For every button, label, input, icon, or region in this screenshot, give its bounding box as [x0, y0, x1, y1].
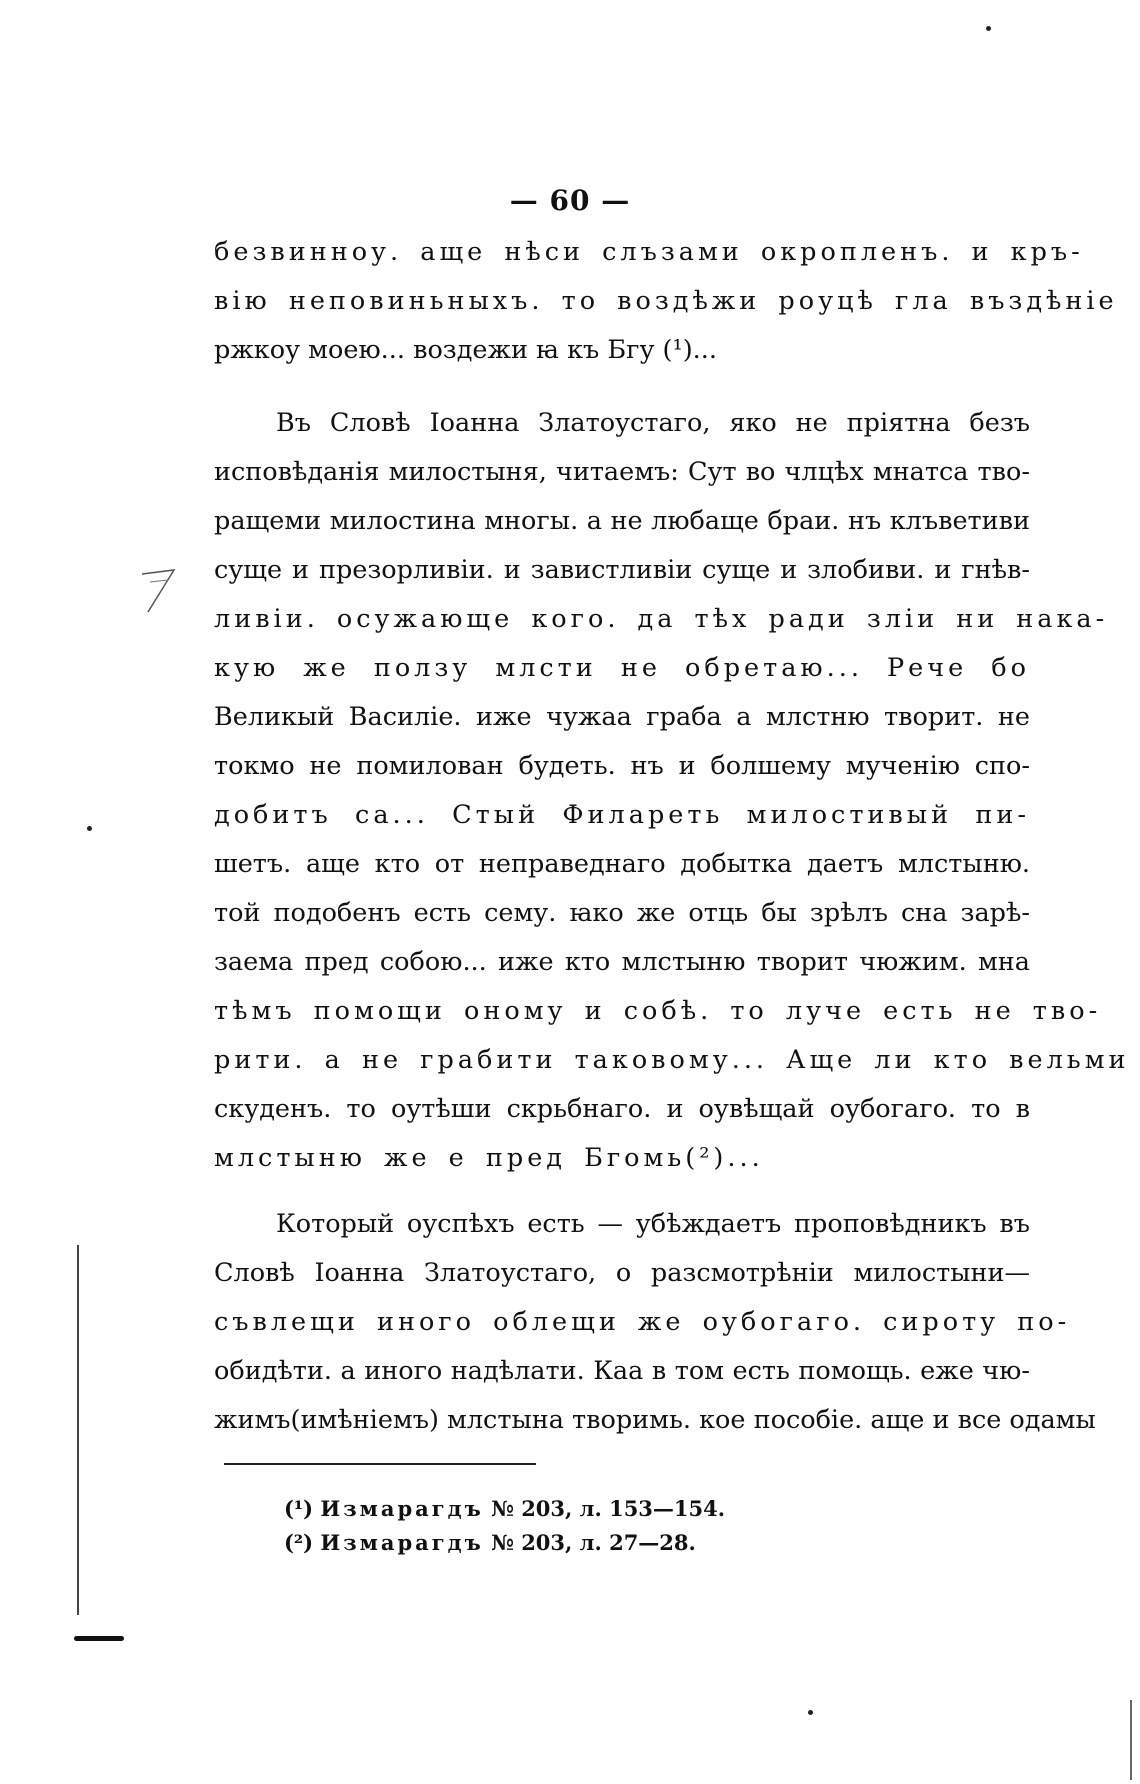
text-line: скуденъ. то оутѣши скрьбнаго. и оувѣщай оубогаго. то в [214, 1094, 1030, 1124]
text-line: млстыню же е пред Бгомь(²)... [214, 1143, 764, 1173]
text-line: ращеми милостина многы. а не любаще браи. нъ клъветиви [214, 506, 1030, 536]
footnote-number: (²) [284, 1530, 314, 1555]
footnote-2 [284, 1526, 984, 1560]
footnote-1 [284, 1492, 984, 1526]
text-line: съвлещи иного облещи же оубогаго. сироту по- [214, 1307, 1071, 1337]
text-line: той подобенъ есть сему. ꙗко же отць бы зрѣлъ сна зарѣ- [214, 898, 1030, 928]
scan-edge-mark [74, 1636, 124, 1641]
footnotes [284, 1492, 984, 1560]
page-speck [87, 826, 92, 831]
text-line: обидѣти. а иного надѣлати. Каа в том есть помощь. еже чю- [214, 1356, 1030, 1386]
scan-edge-right [1130, 1700, 1132, 1780]
text-line: кую же ползу млсти не обретаю... Рече бо [214, 653, 1030, 683]
text-line: заема пред собою... иже кто млстыню творит чюжим. мна [214, 947, 1030, 977]
footnote-reference: № 203, л. 27—28. [491, 1530, 696, 1555]
page-speck [808, 1710, 813, 1715]
paragraph-3 [214, 1200, 1096, 1445]
footnote-source: Измарагдъ [320, 1530, 484, 1555]
text-line: исповѣданія милостыня, читаемъ: Сут во члцѣх мнатса тво- [214, 457, 1030, 487]
page-speck [986, 26, 991, 31]
footnote-number: (¹) [284, 1496, 314, 1521]
text-line: вію неповиньныхъ. то воздѣжи роуцѣ гла въздѣніе [214, 286, 1118, 316]
text-line: Въ Словѣ Іоанна Златоустаго, яко не пріятна безъ [276, 408, 1030, 438]
text-line: шетъ. аще кто от неправеднаго добытка даетъ млстыню. [214, 849, 1030, 879]
text-line: Который оуспѣхъ есть — убѣждаетъ проповѣдникъ въ [276, 1209, 1030, 1239]
text-line: рити. а не грабити таковому... Аще ли кто вельми [214, 1045, 1130, 1075]
text-line: безвинноу. аще нѣси слъзами окропленъ. и кръ- [214, 237, 1084, 267]
footnote-reference: № 203, л. 153—154. [491, 1496, 726, 1521]
text-line: жимъ(имѣніемъ) млстына творимь. кое пособіе. аще и все одамы [214, 1405, 1096, 1435]
page-number: — 60 — [509, 184, 631, 217]
text-line: Словѣ Іоанна Златоустаго, о разсмотрѣніи милостыни— [214, 1258, 1030, 1288]
footnote-source: Измарагдъ [320, 1496, 484, 1521]
scan-edge-left [77, 1245, 79, 1615]
text-line: ржкоу моею... воздежи ꙗ къ Бгу (¹)... [214, 335, 717, 365]
footnote-divider [224, 1463, 536, 1465]
text-line: токмо не помилован будеть. нъ и болшему мученію спо- [214, 751, 1030, 781]
margin-pencil-mark [138, 566, 178, 616]
text-line: суще и презорливіи. и завистливіи суще и злобиви. и гнѣв- [214, 555, 1030, 585]
text-line: тѣмъ помощи оному и собѣ. то луче есть не тво- [214, 996, 1102, 1026]
text-line: ливіи. осужающе кого. да тѣх ради зліи ни нака- [214, 604, 1109, 634]
paragraph-1 [214, 228, 1118, 375]
text-line: добитъ са... Стый Филареть милостивый пи- [214, 800, 1030, 830]
text-line: Великый Василіе. иже чужаа граба а млстню творит. не [214, 702, 1030, 732]
paragraph-2 [214, 399, 1130, 1183]
